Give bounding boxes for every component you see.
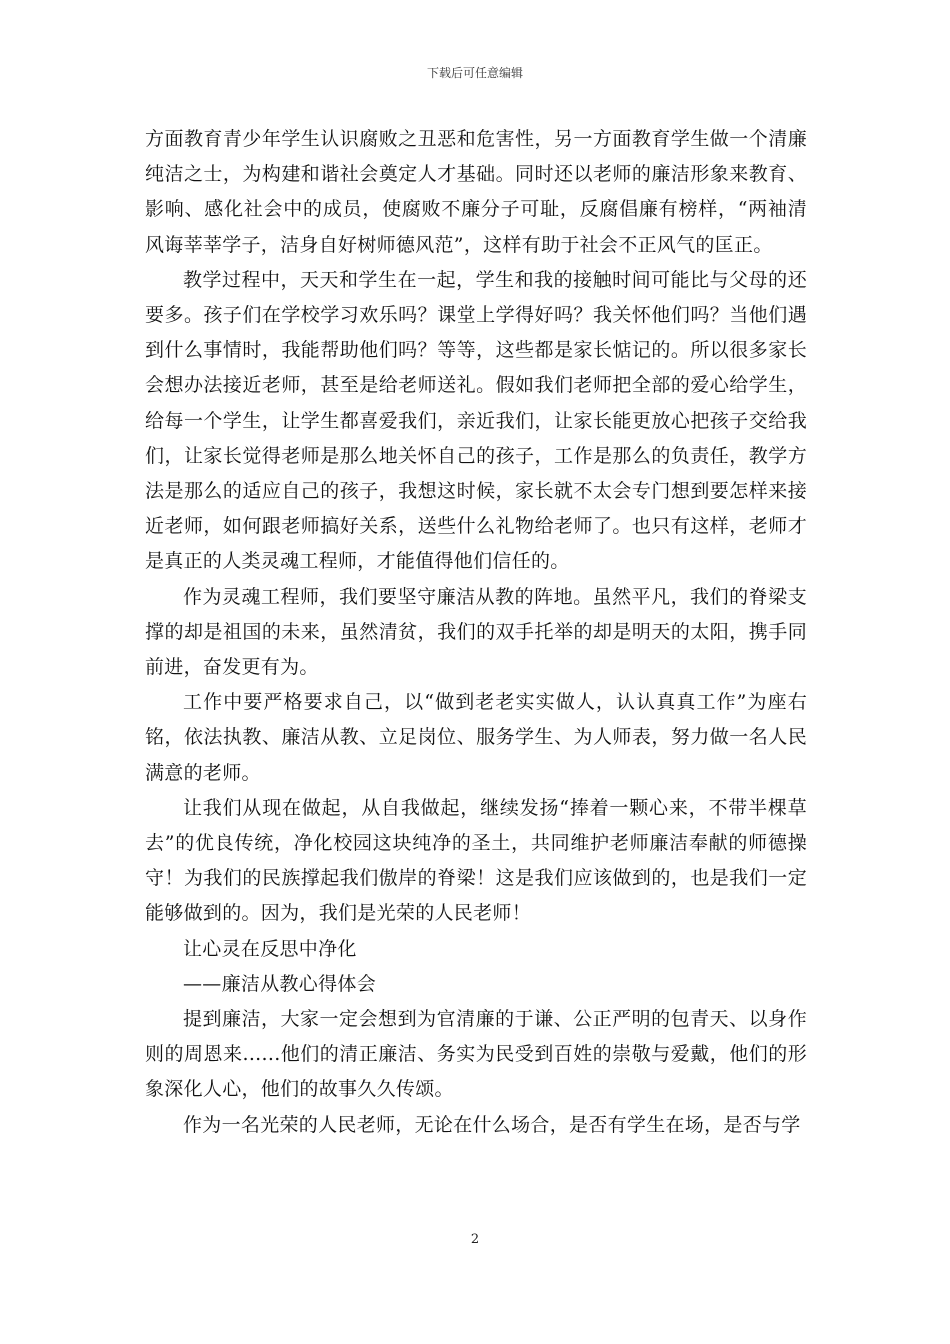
page-number: 2 [470, 1232, 480, 1247]
paragraph: 提到廉洁，大家一定会想到为官清廉的于谦、公正严明的包青天、以身作则的周恩来......他们的清正廉洁、务实为民受到百姓的崇敬与爱戴，他们的形象深化人心，他们的故事久久传颂。 [145, 1008, 807, 1101]
section-title: 让心灵在反思中净化 [183, 937, 357, 960]
section-subtitle: ——廉洁从教心得体会 [183, 972, 377, 995]
paragraph: 作为一名光荣的人民老师，无论在什么场合，是否有学生在场，是否与学 [183, 1113, 801, 1136]
paragraph: 作为灵魂工程师，我们要坚守廉洁从教的阵地。虽然平凡，我们的脊梁支撑的却是祖国的未来，虽然清贫，我们的双手托举的却是明天的太阳，携手同前进，奋发更有为。 [145, 585, 807, 679]
paragraph: 工作中要严格要求自己，以“做到老老实实做人，认认真真工作”为座右铭，依法执教、廉洁从教、立足岗位、服务学生、为人师表，努力做一名人民满意的老师。 [145, 691, 807, 784]
document-body [145, 122, 807, 1143]
paragraph: 让我们从现在做起，从自我做起，继续发扬“捧着一颗心来，不带半棵草去”的优良传统，净化校园这块纯净的圣土，共同维护老师廉洁奉献的师德操守！为我们的民族撑起我们傲岸的脊梁！这是我们应该做到的，也是我们一定能够做到的。因为，我们是光荣的人民老师！ [145, 796, 807, 925]
page-header-note: 下载后可任意编辑 [426, 66, 523, 80]
paragraph: 教学过程中，天天和学生在一起，学生和我的接触时间可能比与父母的还要多。孩子们在学校学习欢乐吗？课堂上学得好吗？我关怀他们吗？当他们遇到什么事情时，我能帮助他们吗？等等，这些都是家长惦记的。所以很多家长会想办法接近老师，甚至是给老师送礼。假如我们老师把全部的爱心给学生，给每一个学生，让学生都喜爱我们，亲近我们，让家长能更放心把孩子交给我们，让家长觉得老师是那么地关怀自己的孩子，工作是那么的负责任，教学方法是那么的适应自己的孩子，我想这时候，家长就不太会专门想到要怎样来接近老师，如何跟老师搞好关系，送些什么礼物给老师了。也只有这样，老师才是真正的人类灵魂工程师，才能值得他们信任的。 [145, 268, 807, 573]
paragraph: 方面教育青少年学生认识腐败之丑恶和危害性，另一方面教育学生做一个清廉纯洁之士，为构建和谐社会奠定人才基础。同时还以老师的廉洁形象来教育、影响、感化社会中的成员，使腐败不廉分子可耻，反腐倡廉有榜样，“两袖清风诲莘莘学子，洁身自好树师德风范”，这样有助于社会不正风气的匡正。 [145, 128, 807, 256]
